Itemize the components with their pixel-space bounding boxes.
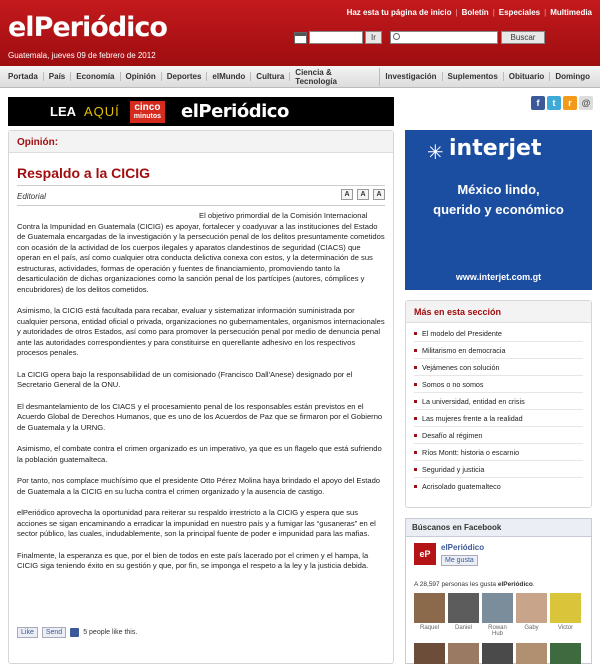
date-picker	[294, 31, 382, 44]
nav-economia[interactable]: Economía	[76, 72, 120, 81]
search-input[interactable]	[390, 31, 498, 44]
like-button[interactable]: Like	[17, 627, 38, 638]
top-links: Haz esta tu página de inicio | Boletín | Especiales | Multimedia	[346, 8, 592, 17]
top-link-homepage[interactable]: Haz esta tu página de inicio	[346, 8, 452, 17]
font-increase-button[interactable]: A	[373, 189, 385, 200]
fan[interactable]: Victor	[550, 593, 581, 637]
promo-banner[interactable]	[8, 97, 394, 126]
list-item[interactable]: Vejámenes con solución	[414, 359, 583, 376]
site-logo[interactable]: elPeriódico	[8, 12, 167, 43]
nav-investigacion[interactable]: Investigación	[385, 72, 442, 81]
list-item[interactable]: Seguridad y justicia	[414, 461, 583, 478]
fan[interactable]	[482, 643, 513, 664]
fan[interactable]: Rowan Hub	[482, 593, 513, 637]
paragraph: Por tanto, nos complace muchísimo que el presidente Otto Pérez Molina haya brindado el apoyo del Estado de Guatemala a la CICIG en su lucha contra el crimen organizado y la ausencia de castigo.	[17, 476, 381, 496]
like-bar	[17, 627, 137, 638]
fan[interactable]: Raquel	[414, 593, 445, 637]
social-links	[531, 96, 593, 110]
list-item[interactable]: Ríos Montt: historia o escarnio	[414, 444, 583, 461]
facebook-page	[414, 543, 484, 566]
interjet-ad[interactable]	[405, 130, 592, 290]
list-item[interactable]: Desafío al régimen	[414, 427, 583, 444]
section-heading: Opinión:	[9, 131, 393, 153]
nav-obituario[interactable]: Obituario	[509, 72, 551, 81]
top-link-multimedia[interactable]: Multimedia	[550, 8, 592, 17]
page-name[interactable]: elPeriódico	[441, 543, 485, 552]
facebook-icon	[70, 628, 79, 637]
list-item[interactable]: Las mujeres frente a la realidad	[414, 410, 583, 427]
article-title: Respaldo a la CICIG	[17, 165, 151, 181]
article-body	[17, 211, 385, 583]
top-link-boletin[interactable]: Boletín	[461, 8, 489, 17]
ad-line-1: México lindo,	[457, 182, 540, 197]
fan[interactable]	[516, 643, 547, 664]
top-link-especiales[interactable]: Especiales	[498, 8, 541, 17]
list-item[interactable]: Somos o no somos	[414, 376, 583, 393]
fan[interactable]: Daniel	[448, 593, 479, 637]
font-decrease-button[interactable]: A	[341, 189, 353, 200]
rss-icon[interactable]: r	[563, 96, 577, 110]
calendar-icon[interactable]	[294, 32, 307, 44]
ad-url: www.interjet.com.gt	[455, 272, 542, 282]
more-in-section	[405, 300, 592, 508]
likes-count: 5 people like this.	[83, 629, 138, 636]
nav-opinion[interactable]: Opinión	[126, 72, 162, 81]
nav-portada[interactable]: Portada	[8, 72, 44, 81]
list-item[interactable]: El modelo del Presidente	[414, 325, 583, 342]
paragraph: El objetivo primordial de la Comisión Internacional Contra la Impunidad en Guatemala (CICIG) es apoyar, fortalecer y coadyuvar a las instituciones del Estado de Guatemala encargadas de la investigación y la persecución penal de los delitos presuntamente cometidos con ocasión de la actividad de los cuerpos ilegales y aparatos clandestinos de seguridad (CIACS) que operan en el país, así como cualquier otra conducta delictiva conexa con estos, y la determinación de sus estructuras, actividades, formas de operación y fuentes de financiamiento, promoviendo tanto la desarticulación de dichas organizaciones como la sanción penal de los partícipes (autores, cómplices y encubridores) de los delitos cometidos.	[17, 211, 385, 294]
divider	[17, 205, 385, 206]
banner-lea: LEA	[50, 104, 76, 119]
fan-faces	[414, 593, 581, 637]
banner-cinco-minutos: cinco minutos	[130, 101, 165, 123]
font-reset-button[interactable]: A	[357, 189, 369, 200]
search-icon	[393, 33, 400, 40]
divider	[17, 185, 385, 186]
paragraph: Asimismo, el combate contra el crimen organizado es un imperativo, ya que es un flagelo que está sufriendo la población guatemalteca.	[17, 444, 382, 464]
nav-suplementos[interactable]: Suplementos	[448, 72, 504, 81]
font-size-controls	[341, 189, 385, 200]
fan[interactable]: Gaby	[516, 593, 547, 637]
page-logo[interactable]: eP	[414, 543, 436, 565]
list-item[interactable]: La universidad, entidad en crisis	[414, 393, 583, 410]
date-input[interactable]	[309, 31, 363, 44]
paragraph: elPeriódico aprovecha la oportunidad para reiterar su respaldo irrestricto a la CICIG y espera que sus acciones se sigan encaminando a erradicar la impunidad en nuestro país y a fumigar las “gusaneras” en el sector público, las cuales, indudablemente, son la principal fuente de poder e impunidad para las mafias.	[17, 508, 376, 538]
star-icon: ✳	[427, 142, 444, 164]
fan-faces-row-2	[414, 643, 581, 664]
me-gusta-button[interactable]: Me gusta	[441, 555, 478, 566]
paragraph: Asimismo, la CICIG está facultada para recabar, evaluar y sistematizar información suministrada por cualquier persona, entidad oficial o privada, organizaciones no gubernamentales, organismos internacionales y autoridades de otros Estados, así como para promover la persecución penal por medio de denuncia penal ante las autoridades correspondientes y para constituirse en querellante adhesivo en los respectivos procesos penales.	[17, 306, 385, 357]
fans-count: A 28,597 personas les gusta elPeriódico.	[414, 581, 535, 588]
nav-elmundo[interactable]: elMundo	[212, 72, 251, 81]
ad-brand: interjet	[449, 136, 542, 161]
paragraph: Finalmente, la esperanza es que, por el bien de todos en este país lacerado por el crimen y el hampa, la CICIG siga teniendo éxito en su gestión y que, por fin, se imponga el respeto a la ley y la justicia debida.	[17, 550, 369, 570]
mail-icon[interactable]: @	[579, 96, 593, 110]
ad-line-2: querido y económico	[433, 202, 564, 217]
nav-pais[interactable]: País	[49, 72, 71, 81]
nav-domingo[interactable]: Domingo	[555, 72, 590, 81]
facebook-icon[interactable]: f	[531, 96, 545, 110]
site-header	[0, 0, 600, 66]
fan[interactable]	[414, 643, 445, 664]
fan[interactable]	[448, 643, 479, 664]
send-button[interactable]: Send	[42, 627, 66, 638]
facebook-widget	[405, 518, 592, 664]
banner-brand: elPeriódico	[181, 101, 289, 122]
nav-ciencia[interactable]: Ciencia & Tecnología	[295, 68, 380, 86]
more-section-title: Más en esta sección	[406, 301, 591, 323]
list-item[interactable]: Militarismo en democracia	[414, 342, 583, 359]
twitter-icon[interactable]: t	[547, 96, 561, 110]
facebook-widget-title: Búscanos en Facebook	[406, 519, 591, 537]
date-go-button[interactable]: Ir	[365, 31, 382, 44]
paragraph: La CICIG opera bajo la responsabilidad de un comisionado (Francisco Dall'Anese) designado por el Secretario General de la ONU.	[17, 369, 353, 389]
article-panel	[8, 130, 394, 664]
nav-deportes[interactable]: Deportes	[167, 72, 208, 81]
fan[interactable]	[550, 643, 581, 664]
article-byline: Editorial	[17, 192, 46, 201]
nav-cultura[interactable]: Cultura	[256, 72, 290, 81]
current-date: Guatemala, jueves 09 de febrero de 2012	[8, 51, 156, 60]
search-button[interactable]: Buscar	[501, 31, 545, 44]
main-nav	[0, 66, 600, 88]
paragraph: El desmantelamiento de los CIACS y el procesamiento penal de los responsables están previstos en el Acuerdo Global de Derechos Humanos, que es uno de los Acuerdos de Paz que se firmaron por el Gobierno de Guatemala y la URNG.	[17, 401, 383, 432]
site-search	[390, 31, 545, 44]
list-item[interactable]: Acrisolado guatemalteco	[414, 478, 583, 495]
banner-aqui: AQUÍ	[84, 104, 120, 119]
